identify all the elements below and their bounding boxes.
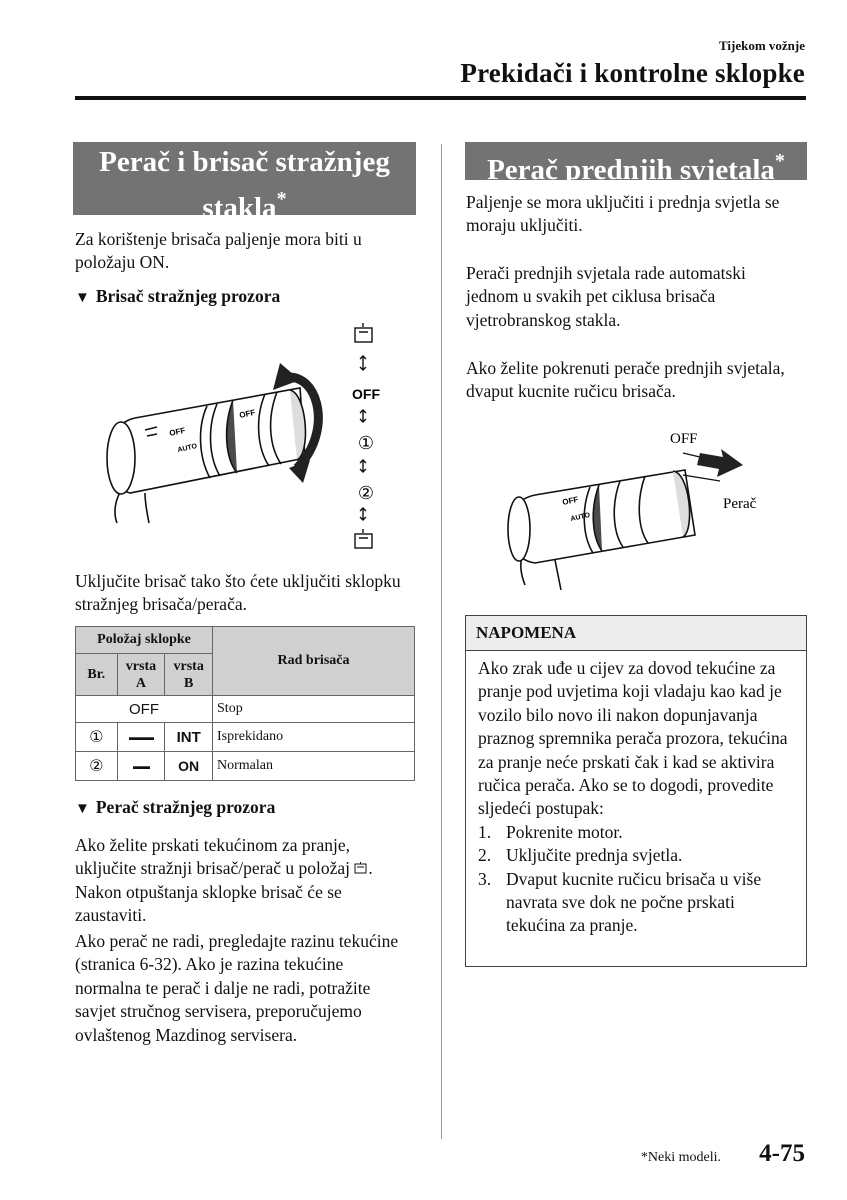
title-line-1: Perač i brisač stražnjeg xyxy=(99,146,390,178)
rear-washer-paragraph-2: Ako perač ne radi, pregledajte razinu tekućine (stranica 6-32). Ako je razina tekućine normalna te perač i dalje ne radi, potražite savjet stručnog servisera, preporučujemo ovlaštenog Mazdinog servisera. xyxy=(75,931,399,1045)
position-off-label: OFF xyxy=(352,386,380,402)
right-paragraph-1: Paljenje se mora uključiti i prednja svjetla se moraju uključiti. xyxy=(466,192,780,236)
rear-washer-wiper-title xyxy=(73,142,416,224)
list-item: 2. Uključite prednja svjetla. xyxy=(478,845,683,866)
header-rule xyxy=(75,96,806,100)
page-header-title: Prekidači i kontrolne sklopke xyxy=(460,58,805,88)
row-off-action: Stop xyxy=(213,696,415,723)
off-direction-label: OFF xyxy=(670,431,698,447)
row-2-br: ② xyxy=(76,752,118,781)
list-item: 3. Dvaput kucnite ručicu brisača u više navrata sve dok ne počne prskati tekućina za pranje. xyxy=(478,868,762,936)
running-header-section: Tijekom vožnje xyxy=(718,38,805,53)
table-row xyxy=(76,752,415,781)
note-body xyxy=(466,651,806,946)
row-1-action: Isprekidano xyxy=(213,723,415,752)
page-number: 4-75 xyxy=(759,1140,805,1167)
lever-off-label: OFF xyxy=(168,425,187,438)
table-type-a-header: vrsta A xyxy=(117,654,165,696)
rear-wiper-lever-illustration xyxy=(75,318,415,563)
row-1-type-b: INT xyxy=(165,723,213,752)
note-heading: NAPOMENA xyxy=(466,616,806,651)
position-2-label: ② xyxy=(357,483,375,504)
row-1-br: ① xyxy=(76,723,118,752)
row-2-type-b: ON xyxy=(165,752,213,781)
washer-symbol-icon xyxy=(354,862,368,875)
note-box xyxy=(465,615,807,967)
lever-off-label: OFF xyxy=(561,494,580,507)
triangle-bullet-icon: ▼ xyxy=(75,290,90,306)
row-off-switch: OFF xyxy=(76,696,213,723)
column-divider xyxy=(441,144,442,1139)
table-br-header: Br. xyxy=(76,654,118,696)
switch-instruction-text: Uključite brisač tako što ćete uključiti sklopku stražnjeg brisača/perača. xyxy=(75,571,401,615)
headlight-washer-lever-illustration xyxy=(495,425,795,595)
left-intro-text: Za korištenje brisača paljenje mora biti u položaju ON. xyxy=(75,229,362,273)
lever-off2-label: OFF xyxy=(238,407,257,420)
triangle-bullet-icon: ▼ xyxy=(75,801,90,817)
washer-icon xyxy=(355,328,372,342)
rear-washer-paragraph-1: Ako želite prskati tekućinom za pranje, uključite stražnji brisač/perač u položaj . Nakon otpuštanja sklopke brisač će se zaustaviti. xyxy=(75,835,373,926)
washer-icon-bottom xyxy=(355,534,372,548)
table-row xyxy=(76,723,415,752)
table-group-header: Položaj sklopke xyxy=(76,627,213,654)
headlight-washer-title: Perač prednjih svjetala* xyxy=(465,142,807,180)
title-line-2: stakla* xyxy=(202,188,287,224)
row-1-type-a: ▬▬▬ xyxy=(117,723,165,752)
right-paragraph-2: Perači prednjih svjetala rade automatski jednom u svakih pet ciklusa brisača vjetrobranskog stakla. xyxy=(466,263,746,330)
note-steps-list xyxy=(478,821,794,938)
footnote-some-models: *Neki modeli. xyxy=(640,1150,721,1165)
note-text: Ako zrak uđe u cijev za dovod tekućine za pranje pod uvjetima koji vladaju kao kad je vozilo bilo novo ili nakon dopunjavanja praznog spremnika perača prozora, tekućina za pranje neće prskati čak i kad se aktivira ručica perača. Ako se to dogodi, provedite sljedeći postupak: xyxy=(478,658,788,819)
rear-wiper-heading: ▼ Brisač stražnjeg prozora xyxy=(75,286,281,306)
row-2-type-a: ▬▬ xyxy=(117,752,165,781)
table-row xyxy=(76,696,415,723)
right-paragraph-3: Ako želite pokrenuti perače prednjih svjetala, dvaput kucnite ručicu brisača. xyxy=(466,358,785,402)
lever-auto-label: AUTO xyxy=(569,512,591,523)
rear-washer-heading: ▼ Perač stražnjeg prozora xyxy=(75,797,276,817)
row-2-action: Normalan xyxy=(213,752,415,781)
switch-position-table xyxy=(75,626,415,781)
washer-direction-label: Perač xyxy=(723,496,757,512)
position-1-label: ① xyxy=(357,433,375,454)
table-type-b-header: vrsta B xyxy=(165,654,213,696)
lever-auto-label: AUTO xyxy=(176,443,198,454)
table-action-header: Rad brisača xyxy=(213,627,415,696)
list-item: 1. Pokrenite motor. xyxy=(478,821,623,842)
